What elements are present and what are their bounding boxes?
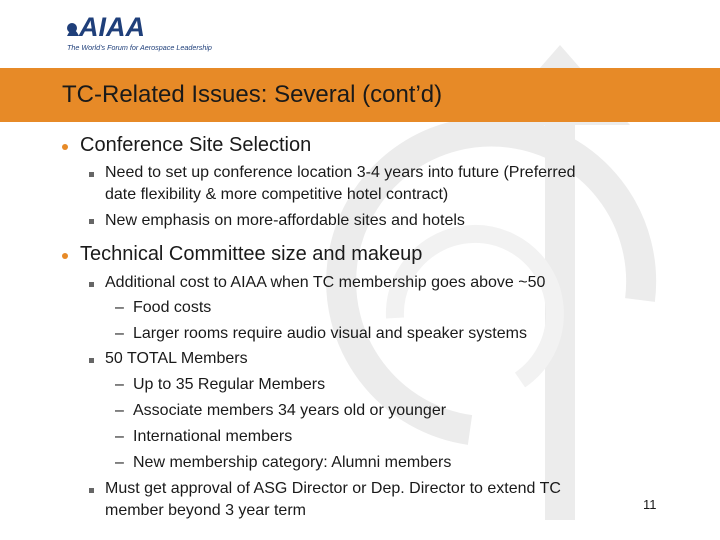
item-bullet [89,358,94,363]
subitem-text: Food costs [133,299,212,316]
page-number: 11 [643,497,657,512]
section-bullet [62,253,68,259]
subitem-dash: – [115,325,124,342]
item-text: date flexibility & more competitive hotel contract) [105,186,449,203]
subitem-text: Larger rooms require audio visual and speaker systems [133,325,527,342]
item-text: Need to set up conference location 3-4 years into future (Preferred [105,164,576,181]
section-heading: Conference Site Selection [80,134,312,156]
aiaa-logo-mark [66,14,186,58]
item-text: Must get approval of ASG Director or Dep. Director to extend TC [105,480,561,497]
section-heading: Technical Committee size and makeup [80,243,423,265]
subitem-text: International members [133,428,293,445]
subitem-dash: – [115,454,124,471]
title-bar [0,68,720,122]
logo-tagline: The World's Forum for Aerospace Leadership [67,43,212,52]
item-text: member beyond 3 year term [105,502,306,519]
subitem-dash: – [115,376,124,393]
slide-title: TC-Related Issues: Several (cont’d) [62,81,443,108]
item-bullet [89,219,94,224]
subitem-text: New membership category: Alumni members [133,454,452,471]
item-bullet [89,488,94,493]
section-bullet [62,144,68,150]
subitem-text: Associate members 34 years old or younger [133,402,447,419]
subitem-dash: – [115,428,124,445]
item-text: New emphasis on more-affordable sites and hotels [105,212,465,229]
item-bullet [89,282,94,287]
subitem-dash: – [115,299,124,316]
subitem-text: Up to 35 Regular Members [133,376,326,393]
logo-wordmark: AIAA [79,12,145,42]
item-bullet [89,172,94,177]
item-text: Additional cost to AIAA when TC membership goes above ~50 [105,274,546,291]
item-text: 50 TOTAL Members [105,350,248,367]
subitem-dash: – [115,402,124,419]
